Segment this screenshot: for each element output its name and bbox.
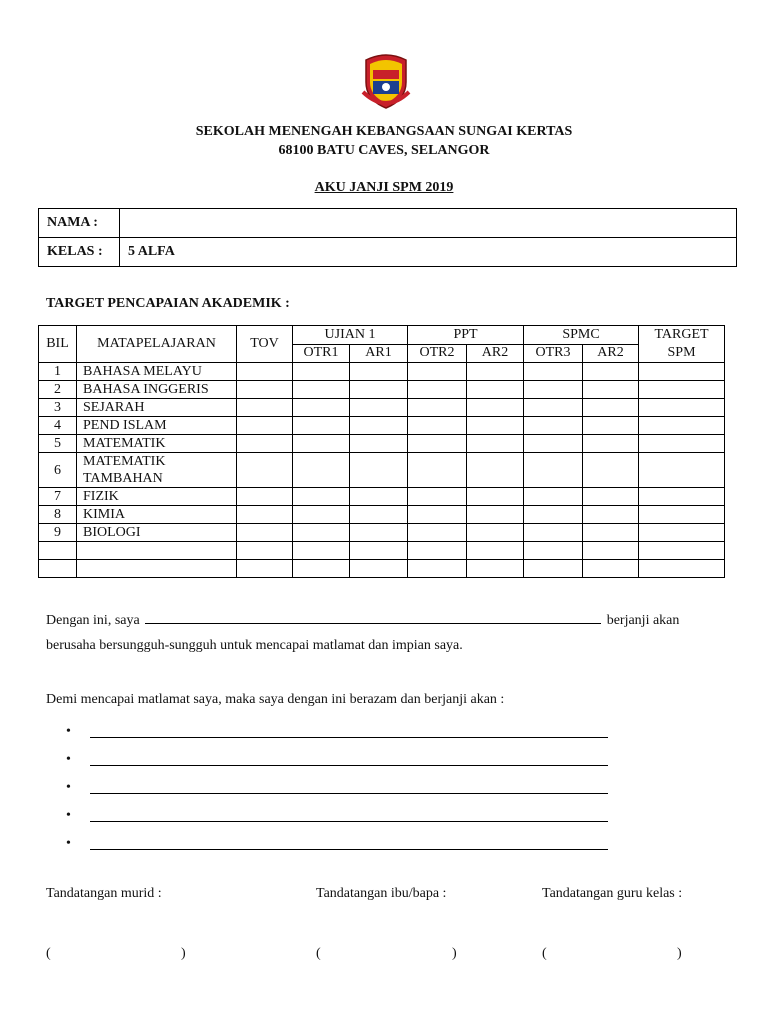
grade-cell[interactable]: [524, 524, 583, 542]
pledge-blank[interactable]: [90, 783, 608, 794]
grade-cell[interactable]: [237, 381, 293, 399]
pledge-blank[interactable]: [90, 839, 608, 850]
grade-cell[interactable]: [237, 435, 293, 453]
class-label: KELAS :: [39, 238, 120, 267]
grade-cell[interactable]: [583, 399, 639, 417]
list-item: [66, 830, 608, 858]
grade-cell[interactable]: [583, 542, 639, 560]
subject-name: BAHASA MELAYU: [77, 363, 237, 381]
grade-cell[interactable]: [408, 399, 467, 417]
row-number: 2: [39, 381, 77, 399]
grade-cell[interactable]: [293, 453, 350, 488]
grade-cell[interactable]: [293, 488, 350, 506]
grade-cell[interactable]: [639, 417, 725, 435]
header-subject: MATAPELAJARAN: [77, 326, 237, 363]
grade-cell[interactable]: [350, 417, 408, 435]
grade-cell[interactable]: [467, 560, 524, 578]
header-ujian1: UJIAN 1: [293, 326, 408, 345]
table-row: [39, 524, 725, 542]
pledge-line-1: Dengan ini, saya berjanji akan: [46, 610, 679, 629]
bullet-icon: •: [66, 780, 71, 795]
grade-cell[interactable]: [350, 488, 408, 506]
table-row: [39, 453, 725, 488]
grade-cell[interactable]: [350, 524, 408, 542]
academic-target-table: [38, 325, 725, 578]
school-name: SEKOLAH MENENGAH KEBANGSAAN SUNGAI KERTAS: [195, 124, 573, 139]
school-crest-icon: [360, 52, 412, 110]
list-item: [66, 746, 608, 774]
grade-cell[interactable]: [583, 560, 639, 578]
grade-cell[interactable]: [408, 435, 467, 453]
table-row: [39, 417, 725, 435]
subject-name: BAHASA INGGERIS: [77, 381, 237, 399]
table-row: [39, 399, 725, 417]
grade-cell[interactable]: [583, 488, 639, 506]
pledge-blank[interactable]: [90, 811, 608, 822]
table-row: [39, 363, 725, 381]
grade-cell[interactable]: [408, 453, 467, 488]
header-ar2: AR2: [467, 344, 524, 363]
table-row: [39, 542, 725, 560]
student-name-open: (: [46, 946, 51, 961]
grade-cell[interactable]: [583, 435, 639, 453]
table-row: [39, 506, 725, 524]
pledge-bullet-list: [66, 718, 608, 858]
bullet-icon: •: [66, 724, 71, 739]
grade-cell[interactable]: [524, 488, 583, 506]
school-address: 68100 BATU CAVES, SELANGOR: [278, 143, 490, 158]
parent-name-open: (: [316, 946, 321, 961]
subject-name: PEND ISLAM: [77, 417, 237, 435]
header-ar1: AR1: [350, 344, 408, 363]
subject-name: [77, 560, 237, 578]
grade-cell[interactable]: [583, 381, 639, 399]
subject-name: MATEMATIK: [77, 435, 237, 453]
grade-cell[interactable]: [237, 560, 293, 578]
row-number: 5: [39, 435, 77, 453]
grade-cell[interactable]: [583, 506, 639, 524]
grade-cell[interactable]: [583, 417, 639, 435]
grade-cell[interactable]: [237, 399, 293, 417]
grade-cell[interactable]: [237, 524, 293, 542]
document-title: AKU JANJI SPM 2019: [314, 180, 454, 195]
row-number: 7: [39, 488, 77, 506]
grade-cell[interactable]: [467, 453, 524, 488]
grade-cell[interactable]: [467, 399, 524, 417]
table-row: [39, 488, 725, 506]
table-row: [39, 381, 725, 399]
grade-cell[interactable]: [583, 453, 639, 488]
grade-cell[interactable]: [467, 417, 524, 435]
grade-cell[interactable]: [350, 506, 408, 524]
grade-cell[interactable]: [293, 560, 350, 578]
grade-cell[interactable]: [524, 453, 583, 488]
subject-name: BIOLOGI: [77, 524, 237, 542]
header-tov: TOV: [237, 326, 293, 363]
grade-cell[interactable]: [639, 435, 725, 453]
parent-name-close: ): [452, 946, 457, 961]
grade-cell[interactable]: [524, 399, 583, 417]
teacher-name-open: (: [542, 946, 547, 961]
row-number: 4: [39, 417, 77, 435]
grade-cell[interactable]: [524, 506, 583, 524]
grade-cell[interactable]: [408, 542, 467, 560]
grade-cell[interactable]: [639, 524, 725, 542]
row-number: 8: [39, 506, 77, 524]
grade-cell[interactable]: [408, 417, 467, 435]
list-item: [66, 718, 608, 746]
section-title: TARGET PENCAPAIAN AKADEMIK :: [46, 296, 290, 311]
grade-cell[interactable]: [524, 381, 583, 399]
grade-cell[interactable]: [467, 363, 524, 381]
row-number: 1: [39, 363, 77, 381]
grade-cell[interactable]: [350, 542, 408, 560]
grade-cell[interactable]: [583, 524, 639, 542]
grade-cell[interactable]: [408, 381, 467, 399]
subject-name: SEJARAH: [77, 399, 237, 417]
grade-cell[interactable]: [293, 506, 350, 524]
grade-cell[interactable]: [293, 381, 350, 399]
header-target-spm: TARGET SPM: [639, 326, 725, 363]
grade-cell[interactable]: [350, 363, 408, 381]
grade-cell[interactable]: [639, 506, 725, 524]
table-row: [39, 560, 725, 578]
header-otr1: OTR1: [293, 344, 350, 363]
name-blank[interactable]: [145, 610, 601, 624]
grade-cell[interactable]: [467, 435, 524, 453]
grade-cell[interactable]: [237, 506, 293, 524]
grade-cell[interactable]: [408, 488, 467, 506]
grade-cell[interactable]: [237, 363, 293, 381]
row-number: 9: [39, 524, 77, 542]
grade-cell[interactable]: [237, 417, 293, 435]
header-ppt: PPT: [408, 326, 524, 345]
teacher-signature-label: Tandatangan guru kelas :: [542, 886, 683, 901]
grade-cell[interactable]: [639, 453, 725, 488]
name-field[interactable]: [120, 209, 737, 238]
grade-cell[interactable]: [293, 417, 350, 435]
subject-name: FIZIK: [77, 488, 237, 506]
list-item: [66, 802, 608, 830]
grade-cell[interactable]: [350, 453, 408, 488]
grade-cell[interactable]: [639, 542, 725, 560]
grade-cell[interactable]: [293, 435, 350, 453]
grade-cell[interactable]: [524, 417, 583, 435]
grade-cell[interactable]: [639, 363, 725, 381]
subject-name: [77, 542, 237, 560]
grade-cell[interactable]: [408, 506, 467, 524]
teacher-name-close: ): [677, 946, 682, 961]
header-spmc: SPMC: [524, 326, 639, 345]
subject-name: MATEMATIK TAMBAHAN: [77, 453, 237, 488]
grade-cell[interactable]: [237, 542, 293, 560]
grade-cell[interactable]: [467, 524, 524, 542]
grade-cell[interactable]: [524, 435, 583, 453]
grade-cell[interactable]: [293, 399, 350, 417]
header-bil: BIL: [39, 326, 77, 363]
pledge-blank[interactable]: [90, 727, 608, 738]
row-number: 6: [39, 453, 77, 488]
grade-cell[interactable]: [293, 363, 350, 381]
grade-cell[interactable]: [524, 363, 583, 381]
grade-cell[interactable]: [350, 435, 408, 453]
grade-cell[interactable]: [467, 506, 524, 524]
grade-cell[interactable]: [408, 363, 467, 381]
row-number: [39, 560, 77, 578]
grade-cell[interactable]: [408, 560, 467, 578]
parent-signature-label: Tandatangan ibu/bapa :: [316, 886, 447, 901]
grade-cell[interactable]: [350, 560, 408, 578]
row-number: 3: [39, 399, 77, 417]
bullet-icon: •: [66, 836, 71, 851]
student-signature-label: Tandatangan murid :: [46, 886, 162, 901]
class-field[interactable]: 5 ALFA: [120, 238, 737, 267]
grade-cell[interactable]: [524, 542, 583, 560]
name-label: NAMA :: [39, 209, 120, 238]
pledge-blank[interactable]: [90, 755, 608, 766]
header-otr3: OTR3: [524, 344, 583, 363]
grade-cell[interactable]: [408, 524, 467, 542]
row-number: [39, 542, 77, 560]
bullet-icon: •: [66, 808, 71, 823]
grade-cell[interactable]: [524, 560, 583, 578]
bullet-icon: •: [66, 752, 71, 767]
grade-cell[interactable]: [467, 381, 524, 399]
grade-cell[interactable]: [467, 488, 524, 506]
header-ar2-spmc: AR2: [583, 344, 639, 363]
subject-name: KIMIA: [77, 506, 237, 524]
grade-cell[interactable]: [293, 524, 350, 542]
grade-cell[interactable]: [293, 542, 350, 560]
student-info-table: [38, 208, 737, 267]
list-item: [66, 774, 608, 802]
grade-cell[interactable]: [639, 560, 725, 578]
grade-cell[interactable]: [467, 542, 524, 560]
pledge-intro: Demi mencapai matlamat saya, maka saya dengan ini berazam dan berjanji akan :: [46, 692, 505, 707]
student-name-close: ): [181, 946, 186, 961]
grade-cell[interactable]: [639, 399, 725, 417]
grade-cell[interactable]: [350, 399, 408, 417]
grade-cell[interactable]: [350, 381, 408, 399]
grade-cell[interactable]: [639, 488, 725, 506]
grade-cell[interactable]: [583, 363, 639, 381]
grade-cell[interactable]: [237, 453, 293, 488]
grade-cell[interactable]: [237, 488, 293, 506]
table-row: [39, 435, 725, 453]
grade-cell[interactable]: [639, 381, 725, 399]
header-otr2: OTR2: [408, 344, 467, 363]
pledge-line-2: berusaha bersungguh-sungguh untuk mencapai matlamat dan impian saya.: [46, 638, 463, 653]
